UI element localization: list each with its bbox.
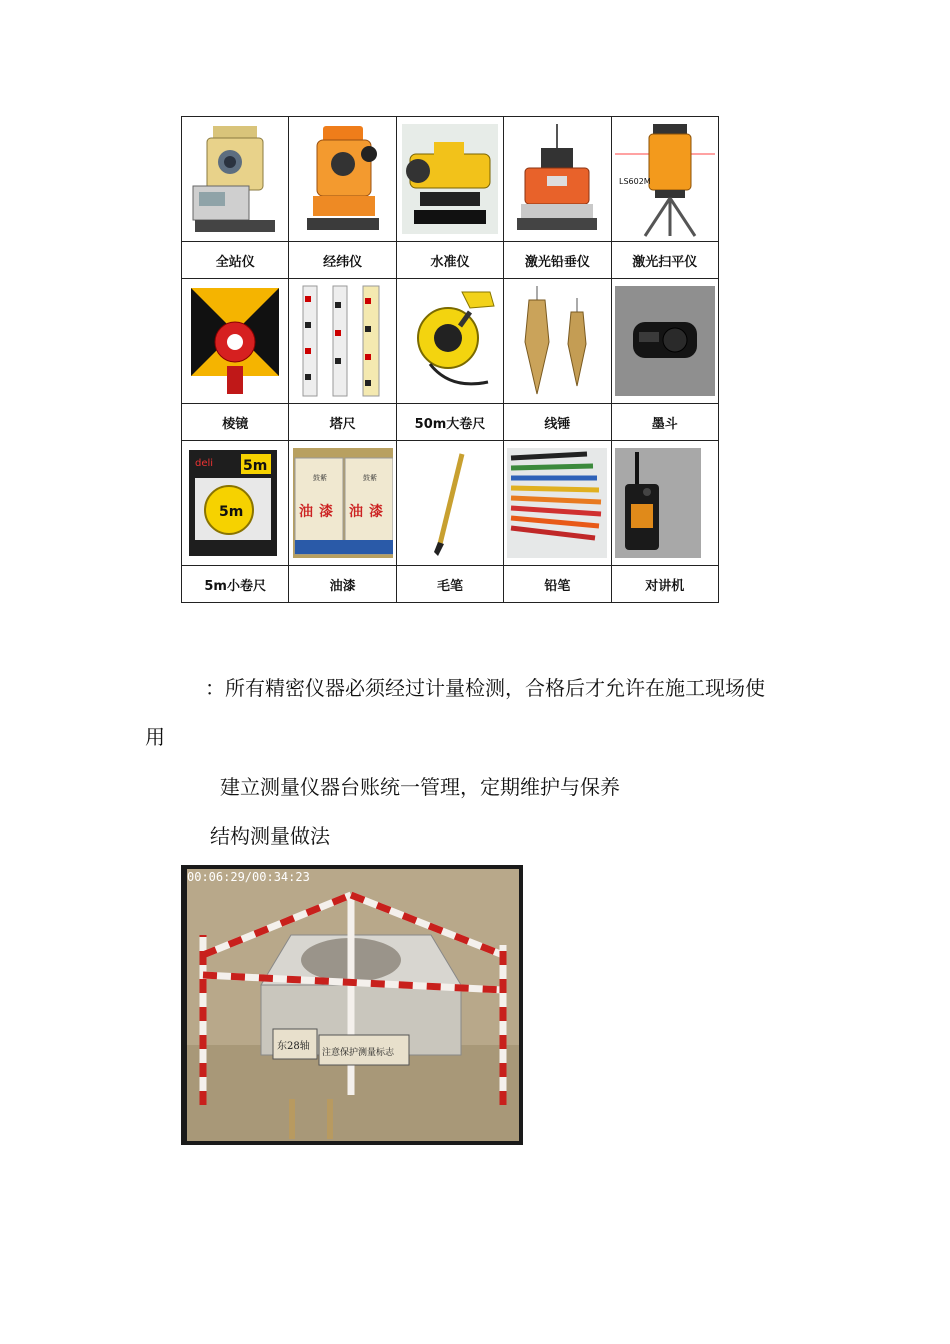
label-laser-level: 激光扫平仪 [611,242,718,279]
theodolite-image-cell [289,117,396,242]
label-pencil: 铅笔 [504,566,611,603]
label-level: 水准仪 [396,242,503,279]
label-prism: 棱镜 [182,404,289,441]
walkie-talkie-image-cell [611,441,718,566]
photo-timecode: 00:06:29/00:34:23 [187,870,310,884]
paragraph-calibration-line1: ：所有精密仪器必须经过计量检测，合格后才允许在施工现场使 [205,676,765,700]
pencil-image-cell [504,441,611,566]
sign-axis-text: 东28轴 [277,1041,310,1052]
laser-plummet-image [507,120,607,238]
survey-marker-photo [181,865,523,1145]
label-total-station: 全站仪 [182,242,289,279]
staff-image-cell [289,279,396,404]
ink-line-image-cell [611,279,718,404]
paragraph-structure-heading: 结构测量做法 [210,824,330,848]
paint-image [293,444,393,562]
tape-5m-image-cell [182,441,289,566]
tape-length-text: 5m [219,504,244,520]
total-station-image-cell [182,117,289,242]
brush-image [400,444,500,562]
brush-image-cell [396,441,503,566]
label-tape-5m: 5m小卷尺 [182,566,289,603]
label-theodolite: 经纬仪 [289,242,396,279]
label-plumb-bob: 线锤 [504,404,611,441]
tape-50m-image-cell [396,279,503,404]
paragraph-calibration-line2: 用 [145,725,165,749]
label-staff: 塔尺 [289,404,396,441]
laser-level-image [615,120,715,238]
paint-char-1: 油 [298,504,313,520]
ink-line-image [615,282,715,400]
label-laser-plummet: 激光铅垂仪 [504,242,611,279]
total-station-image [185,120,285,238]
label-brush: 毛笔 [396,566,503,603]
laser-level-model-text: LS602M [618,177,651,186]
label-tape-50m: 50m大卷尺 [396,404,503,441]
pencil-image [507,444,607,562]
level-image [400,120,500,238]
paragraph-ledger: 建立测量仪器台账统一管理，定期维护与保养 [220,775,620,799]
plumb-bob-image [507,282,607,400]
paint-image-cell [289,441,396,566]
label-ink-line: 墨斗 [611,404,718,441]
paint-char-2: 漆 [318,504,333,520]
paint-can-top-text-1: 鼓紫 [312,474,327,482]
tape-50m-image [400,282,500,400]
instrument-table [181,116,719,603]
laser-plummet-image-cell [504,117,611,242]
paint-char-4: 漆 [368,504,383,520]
level-image-cell [396,117,503,242]
prism-image [185,282,285,400]
staff-image [293,282,393,400]
tape-5m-image [185,444,285,562]
sign-warning-text: 注意保护测量标志 [322,1048,395,1058]
tape-brand-text: deli [195,458,214,469]
tape-length-badge: 5m [243,458,268,474]
plumb-bob-image-cell [504,279,611,404]
walkie-talkie-image [615,444,715,562]
laser-level-image-cell [611,117,718,242]
prism-image-cell [182,279,289,404]
paint-char-3: 油 [348,504,363,520]
label-walkie-talkie: 对讲机 [611,566,718,603]
paint-can-top-text-2: 鼓紫 [362,474,377,482]
theodolite-image [293,120,393,238]
label-paint: 油漆 [289,566,396,603]
